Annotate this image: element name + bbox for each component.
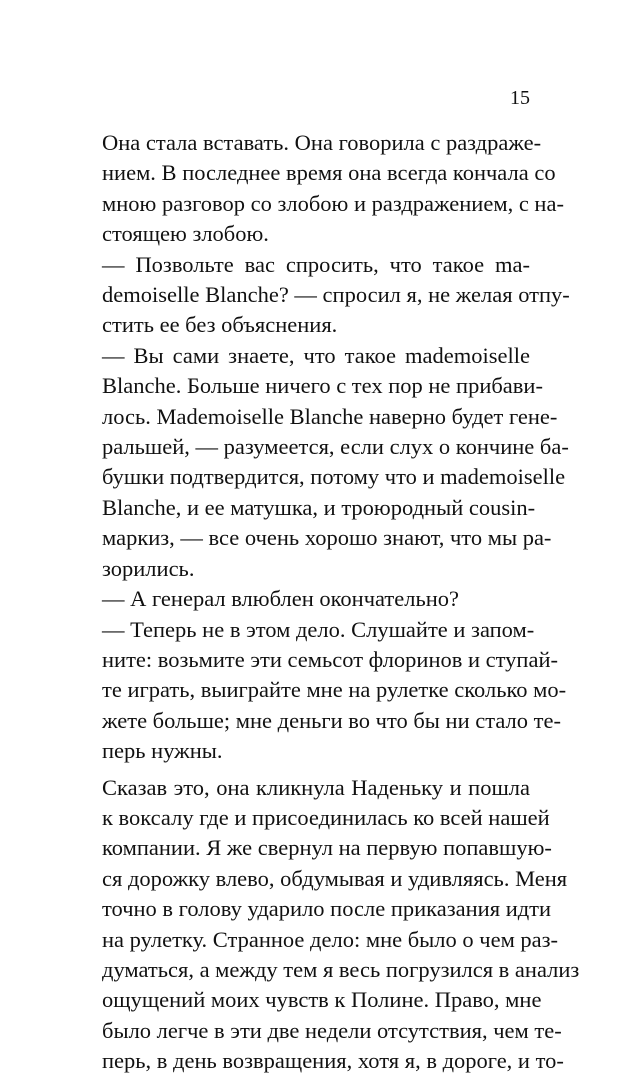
text-line: зорились. (102, 555, 195, 581)
text-line: на рулетку. Странное дело: мне было о чем раз- (102, 926, 559, 952)
text-line: — Вы сами знаете, что такое mademoiselle (102, 342, 530, 368)
paragraph-4 (102, 584, 530, 614)
text-line: жете больше; мне деньги во что бы ни стало те- (102, 707, 561, 733)
text-line: лось. Mademoiselle Blanche наверно будет гене- (102, 403, 558, 429)
text-line: стоящею злобою. (102, 221, 269, 247)
text-line: стить ее без объяснения. (102, 312, 338, 338)
text-line: к воксалу где и присоединилась ко всей нашей (102, 804, 550, 830)
text-line: нием. В последнее время она всегда кончала со (102, 160, 556, 186)
text-line: бушки подтвердится, потому что и mademoiselle (102, 464, 566, 490)
page-number: 15 (510, 87, 530, 109)
text-line: ощущений моих чувств к Полине. Право, мне (102, 987, 542, 1013)
text-line: думаться, а между тем я весь погрузился в анализ (102, 956, 580, 982)
text-line: Она стала вставать. Она говорила с раздраже- (102, 130, 542, 155)
text-line: — Позвольте вас спросить, что такое ma- (102, 251, 530, 277)
text-line: мною разговор со злобою и раздражением, с на- (102, 190, 564, 216)
text-line: точно в голову ударило после приказания идти (102, 896, 552, 922)
text-line: ните: возьмите эти семьсот флоринов и ступай- (102, 646, 558, 672)
paragraph-5 (102, 615, 567, 767)
text-line: Blanche, и ее матушка, и троюродный cousin- (102, 494, 536, 520)
text-line: перь нужны. (102, 738, 223, 764)
body-text (102, 128, 580, 1077)
paragraph-2 (102, 250, 570, 341)
text-line: маркиз, — все очень хорошо знают, что мы ра- (102, 525, 552, 551)
text-line: Blanche. Больше ничего с тех пор не прибави- (102, 373, 543, 399)
paragraph-1 (102, 128, 564, 250)
text-line: — А генерал влюблен окончательно? (102, 586, 460, 612)
text-line: компании. Я же свернул на первую попавшую- (102, 835, 552, 861)
text-line: ся дорожку влево, обдумывая и удивляясь. Меня (102, 865, 568, 891)
paragraph-3 (102, 341, 569, 584)
text-line: demoiselle Blanche? — спросил я, не желая отпу- (102, 282, 570, 308)
text-line: ральшей, — разумеется, если слух о кончине ба- (102, 434, 569, 460)
text-line: — Теперь не в этом дело. Слушайте и запом- (102, 616, 535, 642)
text-line: было легче в эти две недели отсутствия, чем те- (102, 1017, 562, 1043)
text-line: Сказав это, она кликнула Наденьку и пошла (102, 774, 530, 800)
text-line: те играть, выиграйте мне на рулетке сколько мо- (102, 677, 567, 703)
text-line: перь, в день возвращения, хотя я, в дороге, и то- (102, 1048, 564, 1074)
paragraph-6 (102, 773, 580, 1077)
